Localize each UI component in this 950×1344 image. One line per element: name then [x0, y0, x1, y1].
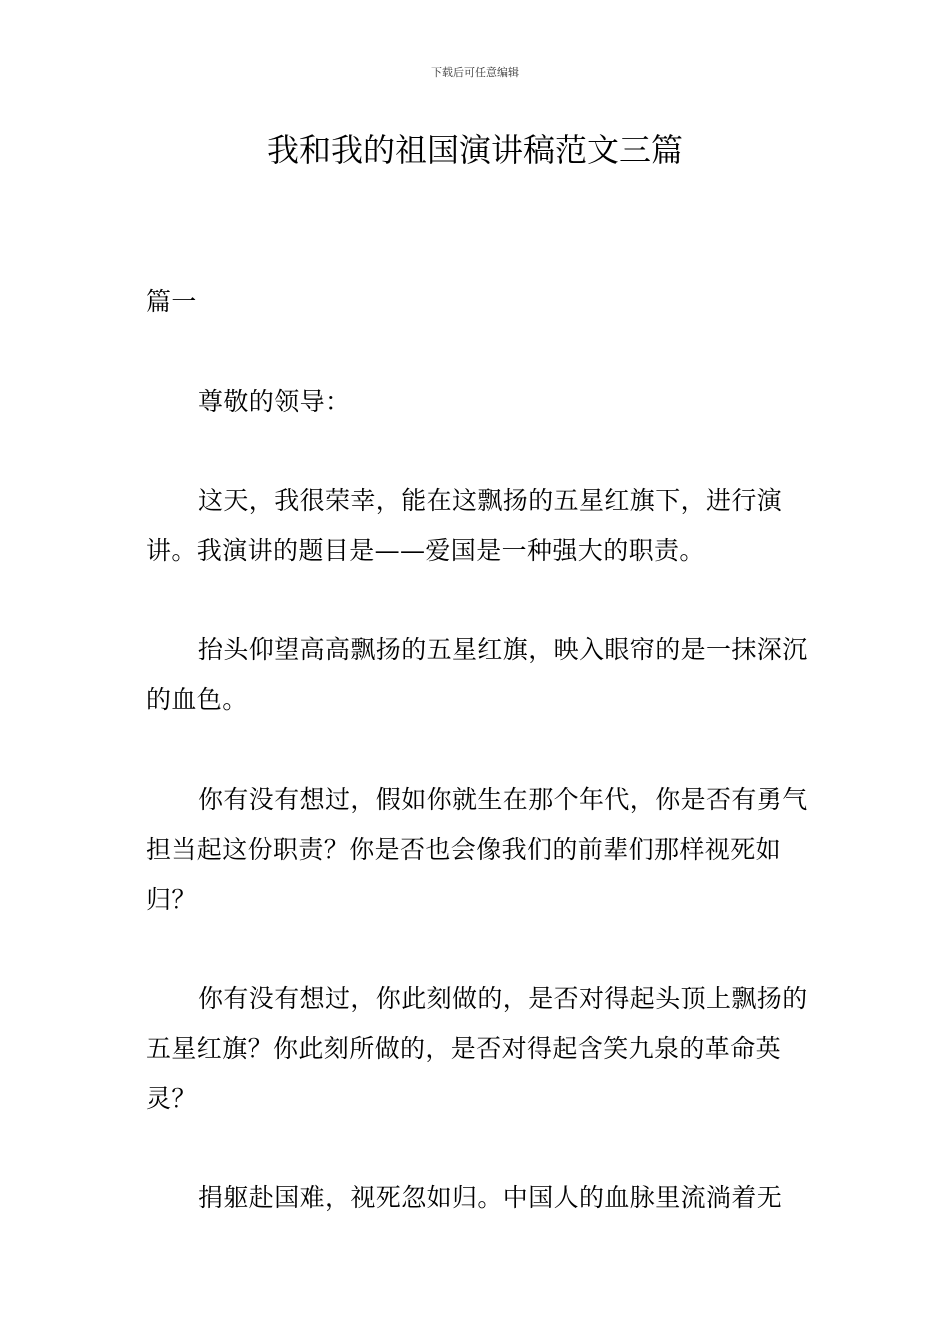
- section-label: 篇一: [146, 287, 197, 316]
- document-title: 我和我的祖国演讲稿范文三篇: [266, 131, 683, 169]
- greeting: 尊敬的领导：: [198, 387, 351, 416]
- paragraph-1: 这天，我很荣幸，能在这飘扬的五星红旗下，进行演讲。我演讲的题目是——爱国是一种强大的职责。: [146, 486, 783, 565]
- paragraph-4: 你有没有想过，你此刻做的，是否对得起头顶上飘扬的五星红旗？你此刻所做的，是否对得起含笑九泉的革命英灵？: [146, 984, 808, 1113]
- header-note: 下载后可任意编辑: [431, 66, 519, 79]
- paragraph-5: 捐躯赴国难，视死忽如归。中国人的血脉里流淌着无: [198, 1183, 783, 1212]
- paragraph-2: 抬头仰望高高飘扬的五星红旗，映入眼帘的是一抹深沉的血色。: [146, 635, 808, 714]
- paragraph-3: 你有没有想过，假如你就生在那个年代，你是否有勇气担当起这份职责？你是否也会像我们的前辈们那样视死如归？: [146, 785, 808, 914]
